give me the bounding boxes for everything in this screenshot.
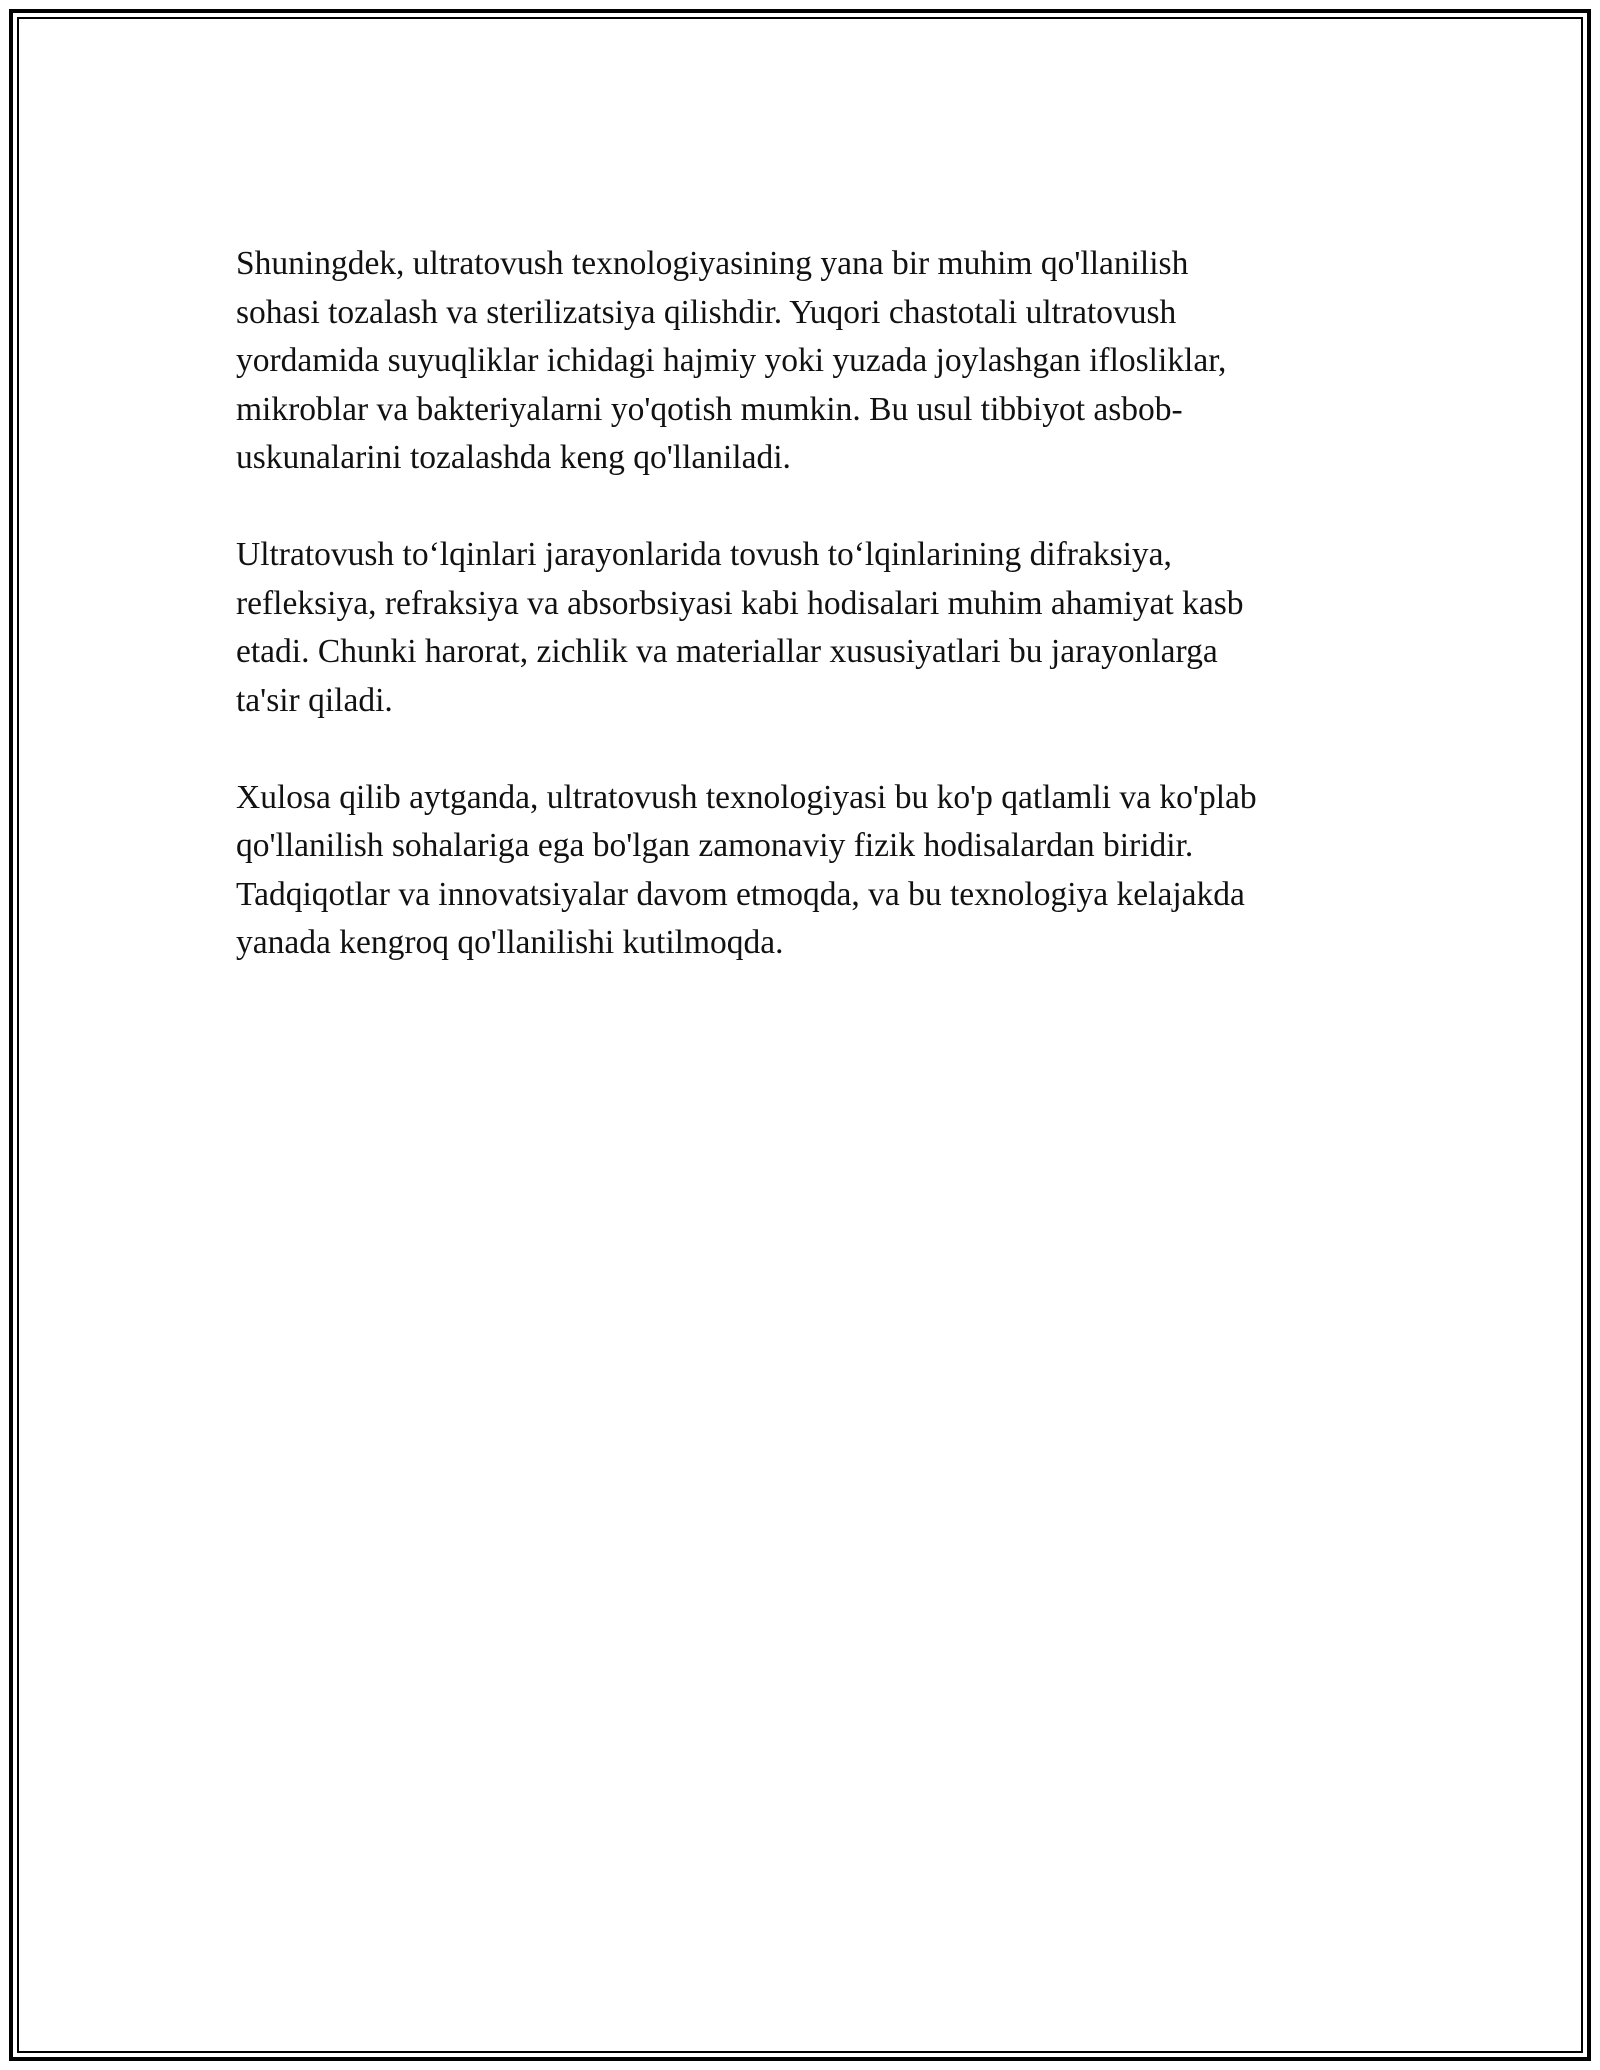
paragraph-line: etadi. Chunki harorat, zichlik va materiallar xususiyatlari bu jarayonlarga bbox=[236, 633, 1218, 670]
paragraph-3 bbox=[236, 774, 1366, 968]
document-body bbox=[236, 240, 1366, 1016]
paragraph-1 bbox=[236, 240, 1366, 483]
paragraph-line: qo'llanilish sohalariga ega bo'lgan zamonaviy fizik hodisalardan biridir. bbox=[236, 827, 1194, 864]
paragraph-line: Xulosa qilib aytganda, ultratovush texnologiyasi bu ko'p qatlamli va ko'plab bbox=[236, 778, 1257, 816]
paragraph-2 bbox=[236, 531, 1366, 725]
paragraph-line: sohasi tozalash va sterilizatsiya qilishdir. Yuqori chastotali ultratovush bbox=[236, 293, 1177, 331]
paragraph-line: uskunalarini tozalashda keng qo'llaniladi. bbox=[236, 439, 791, 476]
paragraph-line: yordamida suyuqliklar ichidagi hajmiy yoki yuzada joylashgan iflosliklar, bbox=[236, 342, 1227, 379]
paragraph-line: yanada kengroq qo'llanilishi kutilmoqda. bbox=[236, 924, 784, 961]
paragraph-line: Shuningdek, ultratovush texnologiyasining yana bir muhim qo'llanilish bbox=[236, 245, 1189, 282]
paragraph-line: refleksiya, refraksiya va absorbsiyasi kabi hodisalari muhim ahamiyat kasb bbox=[236, 584, 1244, 622]
paragraph-line: Ultratovush to‘lqinlari jarayonlarida tovush to‘lqinlarining difraksiya, bbox=[236, 536, 1172, 573]
paragraph-line: ta'sir qiladi. bbox=[236, 681, 393, 719]
paragraph-line: mikroblar va bakteriyalarni yo'qotish mumkin. Bu usul tibbiyot asbob- bbox=[236, 390, 1183, 428]
paragraph-line: Tadqiqotlar va innovatsiyalar davom etmoqda, va bu texnologiya kelajakda bbox=[236, 875, 1245, 913]
